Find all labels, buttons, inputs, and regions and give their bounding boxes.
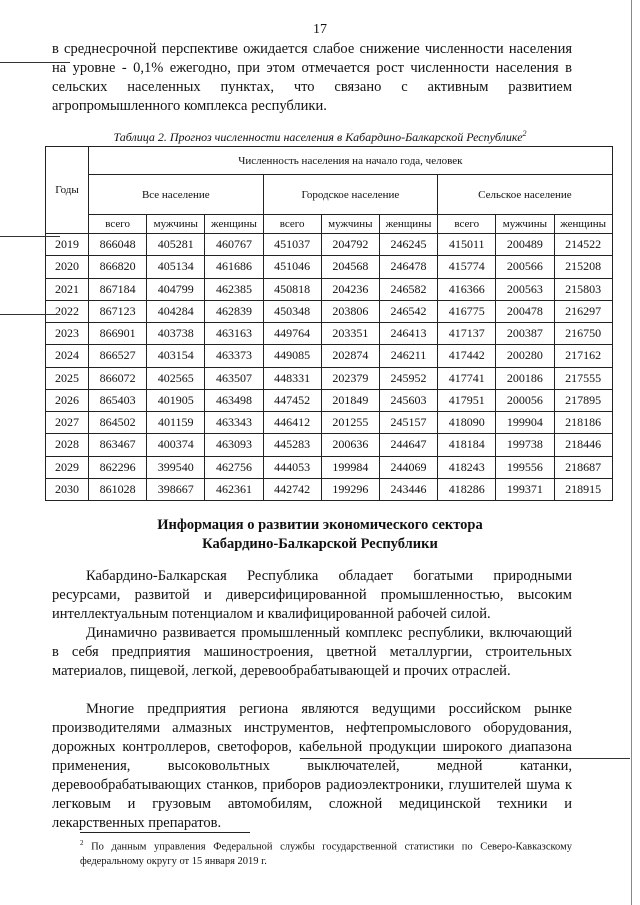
table-row (46, 256, 613, 278)
population-cell: 417951 (438, 389, 496, 411)
population-cell: 861028 (89, 478, 147, 500)
population-cell: 400374 (147, 434, 205, 456)
population-cell: 450348 (263, 300, 321, 322)
table-row (46, 300, 613, 322)
table-row (46, 234, 613, 256)
table-row (46, 389, 613, 411)
footnote-rule (80, 832, 250, 833)
population-cell: 445283 (263, 434, 321, 456)
population-cell: 217895 (554, 389, 612, 411)
year-cell: 2028 (46, 434, 89, 456)
population-cell: 405281 (147, 234, 205, 256)
population-cell: 214522 (554, 234, 612, 256)
population-cell: 404284 (147, 300, 205, 322)
paragraph-resources: Кабардино-Балкарская Республика обладает богатыми природными ресурсами, развитой и диверсифицированной промышленностью, высоким интеллектуальным потенциалом и квалифицированной рабочей силой. (52, 568, 572, 622)
population-cell: 246245 (379, 234, 437, 256)
population-cell: 200186 (496, 367, 554, 389)
population-cell: 398667 (147, 478, 205, 500)
caption-footnote-mark: 2 (522, 129, 527, 138)
population-cell: 218687 (554, 456, 612, 478)
year-cell: 2019 (46, 234, 89, 256)
table-row (46, 278, 613, 300)
population-cell: 415011 (438, 234, 496, 256)
population-cell: 405134 (147, 256, 205, 278)
year-cell: 2022 (46, 300, 89, 322)
population-cell: 863467 (89, 434, 147, 456)
population-cell: 202874 (321, 345, 379, 367)
population-cell: 463343 (205, 412, 263, 434)
column-subheader: мужчины (496, 215, 554, 234)
population-cell: 461686 (205, 256, 263, 278)
paragraph-industry: Динамично развивается промышленный комплекс республики, включающий в себя предприятия машиностроения, цветной металлургии, строительных материалов, пищевой, легкой, деревообрабатывающей и прочих отраслей. (52, 625, 572, 679)
population-cell: 200387 (496, 323, 554, 345)
population-cell: 200489 (496, 234, 554, 256)
table-caption-text: Таблица 2. Прогноз численности населения в Кабардино-Балкарской Республике (113, 130, 523, 144)
population-cell: 199904 (496, 412, 554, 434)
scan-artifact-line (0, 62, 70, 63)
section-header: Городское население (263, 175, 438, 215)
intro-paragraph: в среднесрочной перспективе ожидается слабое снижение численности населения на уровне - 0,1% ежегодно, при этом отмечается рост численности населения в сельских населенных пунктах, что связано с активным развитием агропромышленного комплекса республики. (52, 41, 572, 114)
year-cell: 2021 (46, 278, 89, 300)
year-cell: 2025 (46, 367, 89, 389)
population-cell: 451046 (263, 256, 321, 278)
footnote-mark: 2 (80, 839, 84, 847)
population-cell: 200056 (496, 389, 554, 411)
population-cell: 201255 (321, 412, 379, 434)
year-cell: 2030 (46, 478, 89, 500)
column-subheader: женщины (379, 215, 437, 234)
population-cell: 246413 (379, 323, 437, 345)
population-cell: 218915 (554, 478, 612, 500)
population-cell: 418090 (438, 412, 496, 434)
population-cell: 449764 (263, 323, 321, 345)
table-row (46, 323, 613, 345)
column-subheader: женщины (554, 215, 612, 234)
population-cell: 199296 (321, 478, 379, 500)
population-cell: 446412 (263, 412, 321, 434)
population-cell: 403738 (147, 323, 205, 345)
population-cell: 450818 (263, 278, 321, 300)
population-cell: 418184 (438, 434, 496, 456)
scan-edge-line (631, 0, 632, 905)
section-heading-line1: Информация о развитии экономического сектора (157, 517, 483, 533)
population-cell: 218186 (554, 412, 612, 434)
population-cell: 462361 (205, 478, 263, 500)
population-cell: 416366 (438, 278, 496, 300)
population-cell: 204236 (321, 278, 379, 300)
scan-artifact-line (0, 236, 60, 237)
population-cell: 417442 (438, 345, 496, 367)
column-subheader: всего (89, 215, 147, 234)
population-cell: 865403 (89, 389, 147, 411)
population-cell: 200566 (496, 256, 554, 278)
population-cell: 199371 (496, 478, 554, 500)
population-cell: 463093 (205, 434, 263, 456)
population-cell: 245603 (379, 389, 437, 411)
population-cell: 418243 (438, 456, 496, 478)
population-cell: 245952 (379, 367, 437, 389)
section-heading (0, 516, 640, 554)
population-cell: 243446 (379, 478, 437, 500)
population-cell: 448331 (263, 367, 321, 389)
population-cell: 866072 (89, 367, 147, 389)
population-cell: 244647 (379, 434, 437, 456)
population-cell: 866048 (89, 234, 147, 256)
population-cell: 867123 (89, 300, 147, 322)
population-cell: 244069 (379, 456, 437, 478)
table-row (46, 434, 613, 456)
year-cell: 2020 (46, 256, 89, 278)
footnote (80, 836, 572, 869)
population-cell: 204792 (321, 234, 379, 256)
population-cell: 418286 (438, 478, 496, 500)
year-cell: 2027 (46, 412, 89, 434)
population-cell: 449085 (263, 345, 321, 367)
table-row (46, 412, 613, 434)
population-cell: 462839 (205, 300, 263, 322)
population-cell: 402565 (147, 367, 205, 389)
scan-artifact-line (0, 314, 58, 315)
population-cell: 203806 (321, 300, 379, 322)
section-heading-line2: Кабардино-Балкарской Республики (202, 536, 438, 552)
population-cell: 417137 (438, 323, 496, 345)
population-cell: 246582 (379, 278, 437, 300)
population-cell: 217162 (554, 345, 612, 367)
population-cell: 417741 (438, 367, 496, 389)
population-cell: 218446 (554, 434, 612, 456)
population-cell: 866527 (89, 345, 147, 367)
table-row (46, 367, 613, 389)
population-cell: 462385 (205, 278, 263, 300)
paragraph-enterprises: Многие предприятия региона являются ведущими российском рынке производителями алмазных инструментов, нефтепромыслового оборудования, дорожных контроллеров, светофоров, кабельной продукции широкого диапазона применения, высоковольтных выключателей, медной катанки, деревообрабатывающих станков, приборов радиоэлектроники, глушителей шума к легковым и грузовым автомобилям, сложной медицинской техники и лекарственных препаратов. (52, 701, 572, 831)
population-cell: 215803 (554, 278, 612, 300)
population-cell: 463373 (205, 345, 263, 367)
population-cell: 200563 (496, 278, 554, 300)
year-cell: 2029 (46, 456, 89, 478)
population-cell: 460767 (205, 234, 263, 256)
population-cell: 199984 (321, 456, 379, 478)
population-cell: 200280 (496, 345, 554, 367)
table-row (46, 456, 613, 478)
population-cell: 416775 (438, 300, 496, 322)
population-forecast-table (45, 146, 613, 501)
population-cell: 199738 (496, 434, 554, 456)
year-cell: 2024 (46, 345, 89, 367)
population-cell: 246478 (379, 256, 437, 278)
population-cell: 199556 (496, 456, 554, 478)
population-cell: 404799 (147, 278, 205, 300)
population-cell: 245157 (379, 412, 437, 434)
section-header: Сельское население (438, 175, 613, 215)
population-cell: 447452 (263, 389, 321, 411)
population-cell: 399540 (147, 456, 205, 478)
population-cell: 862296 (89, 456, 147, 478)
population-cell: 203351 (321, 323, 379, 345)
population-cell: 444053 (263, 456, 321, 478)
population-cell: 216297 (554, 300, 612, 322)
footnote-text: По данным управления Федеральной службы государственной статистики по Северо-Кавказскому федеральному округу от 15 января 2019 г. (80, 841, 572, 867)
population-cell: 451037 (263, 234, 321, 256)
population-cell: 463498 (205, 389, 263, 411)
population-cell: 217555 (554, 367, 612, 389)
column-subheader: мужчины (321, 215, 379, 234)
section-header: Все население (89, 175, 264, 215)
population-cell: 216750 (554, 323, 612, 345)
table-row (46, 345, 613, 367)
column-subheader: всего (438, 215, 496, 234)
group-header: Численность населения на начало года, человек (89, 147, 613, 175)
population-cell: 867184 (89, 278, 147, 300)
year-cell: 2023 (46, 323, 89, 345)
population-cell: 401159 (147, 412, 205, 434)
population-cell: 204568 (321, 256, 379, 278)
population-cell: 246542 (379, 300, 437, 322)
population-cell: 215208 (554, 256, 612, 278)
population-cell: 462756 (205, 456, 263, 478)
population-cell: 864502 (89, 412, 147, 434)
column-subheader: женщины (205, 215, 263, 234)
column-subheader: мужчины (147, 215, 205, 234)
table-caption (0, 129, 640, 145)
population-cell: 463507 (205, 367, 263, 389)
population-cell: 403154 (147, 345, 205, 367)
page-number: 17 (313, 22, 327, 37)
year-cell: 2026 (46, 389, 89, 411)
column-subheader: всего (263, 215, 321, 234)
population-cell: 200636 (321, 434, 379, 456)
population-cell: 246211 (379, 345, 437, 367)
population-cell: 866820 (89, 256, 147, 278)
population-cell: 442742 (263, 478, 321, 500)
population-cell: 200478 (496, 300, 554, 322)
population-cell: 415774 (438, 256, 496, 278)
population-cell: 866901 (89, 323, 147, 345)
population-cell: 202379 (321, 367, 379, 389)
population-cell: 463163 (205, 323, 263, 345)
population-cell: 201849 (321, 389, 379, 411)
scan-artifact-line (300, 758, 630, 759)
population-cell: 401905 (147, 389, 205, 411)
year-header: Годы (46, 147, 89, 234)
table-row (46, 478, 613, 500)
